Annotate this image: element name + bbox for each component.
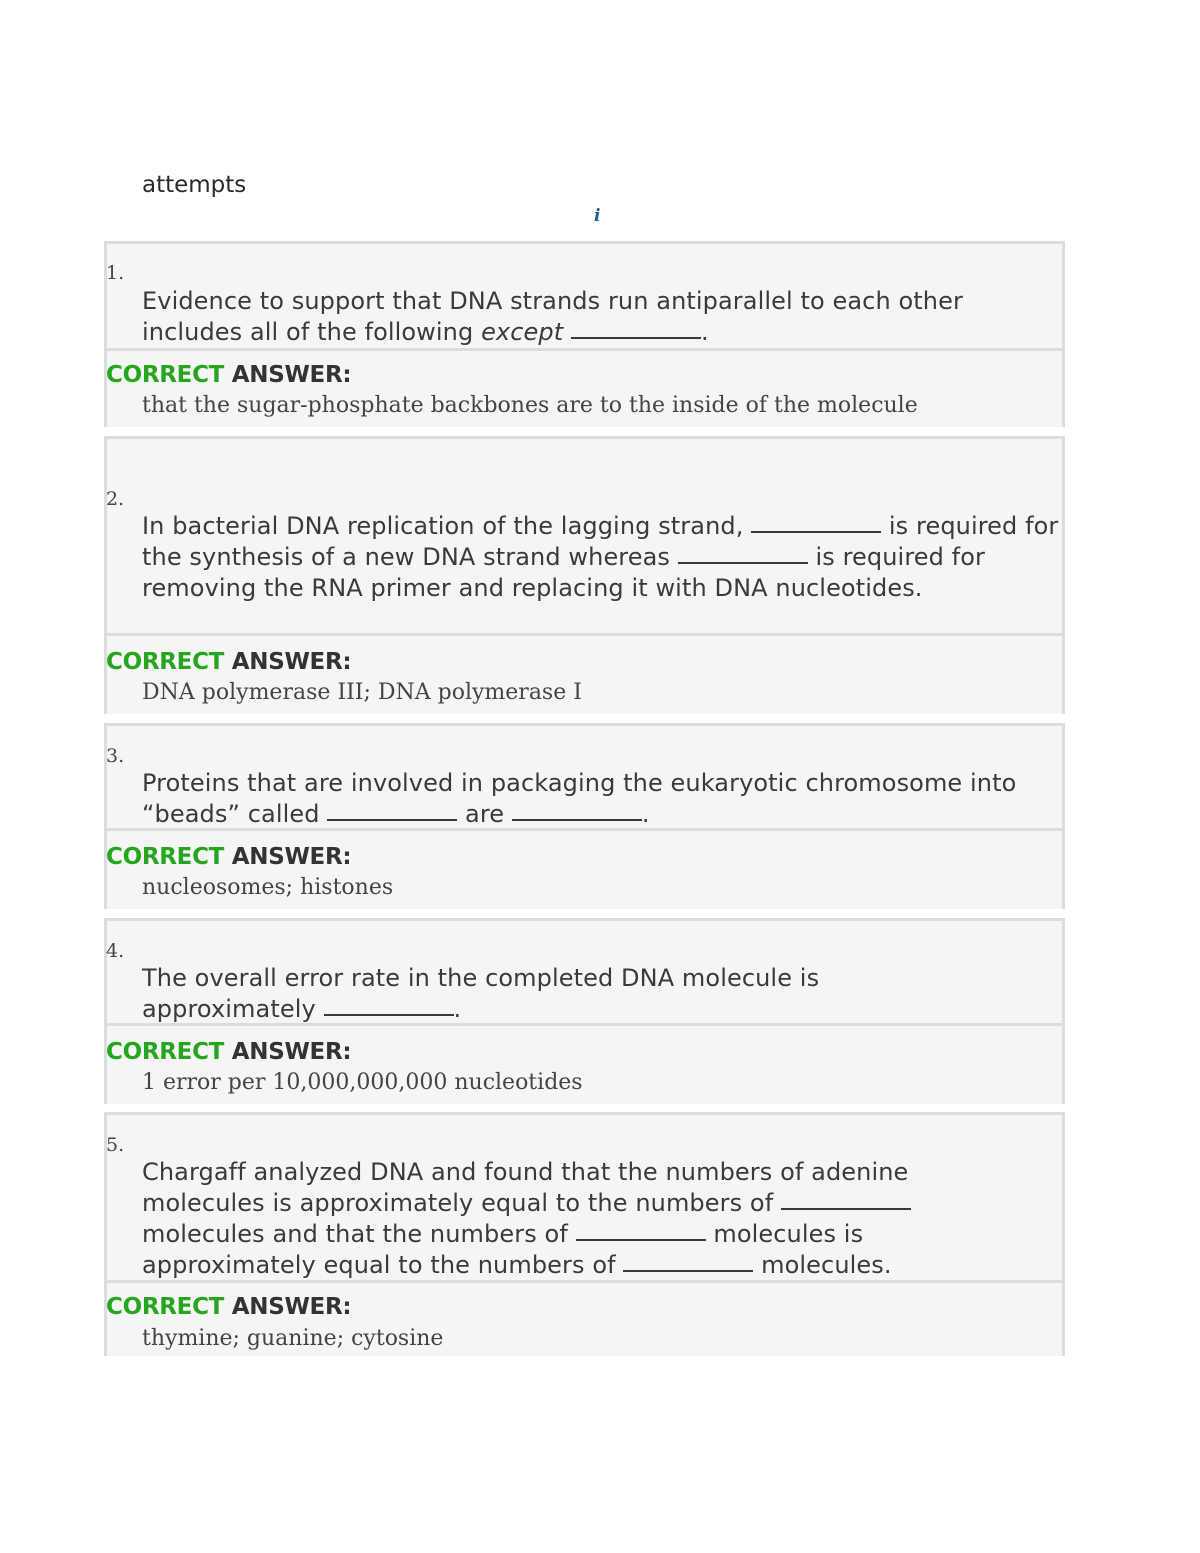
question-number: 3. [106,745,125,767]
answer-blank [576,1238,706,1241]
answer-blank [571,336,701,339]
answer-text: that the sugar-phosphate backbones are to the inside of the molecule [142,393,918,418]
answer-text: nucleosomes; histones [142,875,394,900]
answer-blank [781,1207,911,1210]
question-text: The overall error rate in the completed DNA molecule is approximately . [142,964,820,1023]
correct-answer-label: CORRECT ANSWER: [106,844,352,870]
question-number: 2. [106,488,125,510]
answer-blank [751,530,881,533]
answer-blank [678,561,808,564]
correct-answer-label: CORRECT ANSWER: [106,649,352,675]
correct-answer-label: CORRECT ANSWER: [106,1039,352,1065]
answer-blank [623,1269,753,1272]
correct-answer-label: CORRECT ANSWER: [106,1294,352,1320]
question-text: Evidence to support that DNA strands run antiparallel to each other includes all of the following except . [142,287,963,346]
question-number: 1. [106,262,125,284]
question-number: 5. [106,1134,125,1156]
info-icon[interactable]: i [594,206,601,226]
attempts-label: attempts [142,172,247,198]
question-number: 4. [106,940,125,962]
correct-answer-label: CORRECT ANSWER: [106,362,352,388]
answer-blank [327,818,457,821]
answer-text: thymine; guanine; cytosine [142,1326,444,1351]
question-text: Chargaff analyzed DNA and found that the numbers of adenine molecules is approximately equal to the numbers of molecules and that the numbers of molecules is approximately equal to the numbers of molecules. [142,1157,992,1281]
answer-blank [324,1013,454,1016]
answer-text: DNA polymerase III; DNA polymerase I [142,680,582,705]
answer-blank [512,818,642,821]
answer-text: 1 error per 10,000,000,000 nucleotides [142,1070,583,1095]
question-text: Proteins that are involved in packaging the eukaryotic chromosome into “beads” called are . [142,769,1017,828]
question-text: In bacterial DNA replication of the lagging strand, is required for the synthesis of a new DNA strand whereas is required for removing the RNA primer and replacing it with DNA nucleotides. [142,512,1059,602]
